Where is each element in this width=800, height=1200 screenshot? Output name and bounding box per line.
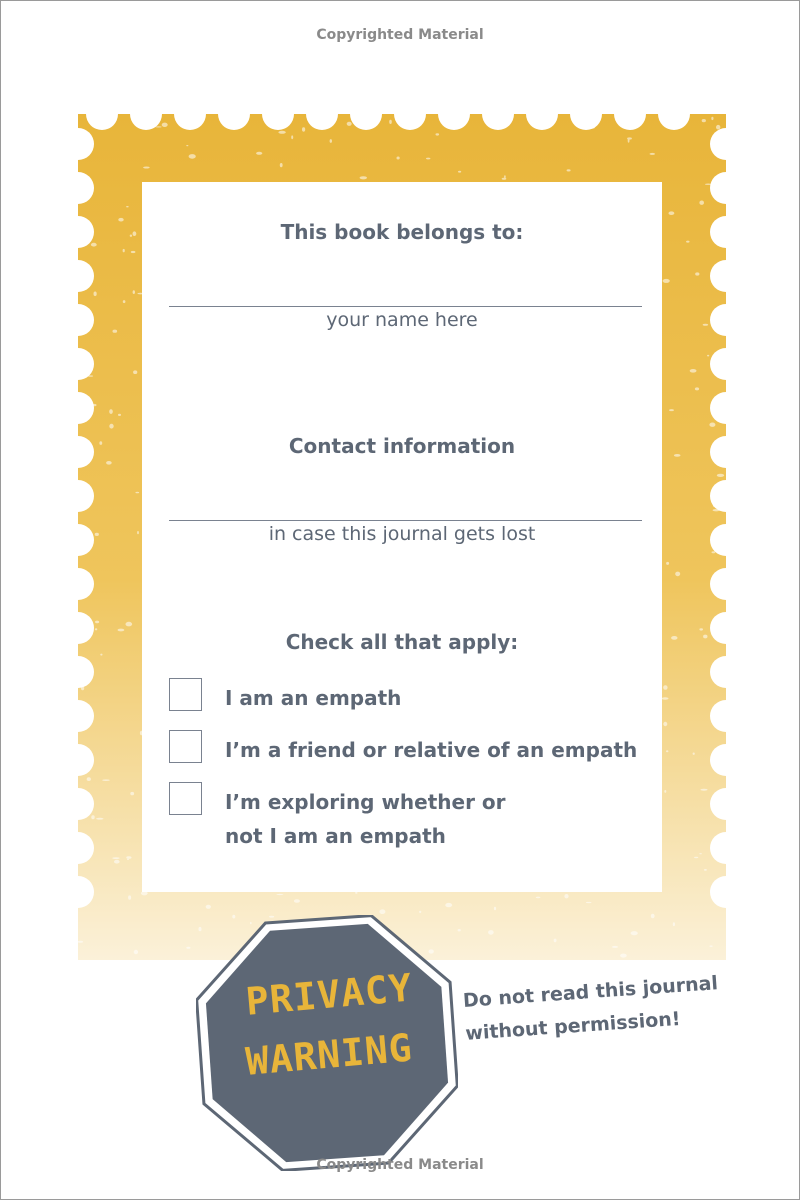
check-heading: Check all that apply: [285,630,519,654]
contact-heading: Contact information [288,434,516,458]
exploring-label-line2: not I am an empath [225,824,446,848]
name-line[interactable] [169,306,642,307]
copyright-bottom: Copyrighted Material [316,1157,484,1173]
friend-label: I’m a friend or relative of an empath [225,738,638,762]
exploring-label-line1: I’m exploring whether or [225,790,506,814]
exploring-label [225,785,645,853]
note-line1: Do not read this journal [462,972,719,1012]
name-caption: your name here [326,309,478,331]
note-line2: without permission! [464,1007,682,1045]
contact-line[interactable] [169,520,642,521]
empath-checkbox[interactable] [169,678,202,711]
empath-label: I am an empath [225,686,402,710]
copyright-top: Copyrighted Material [316,27,484,43]
owner-card [142,182,662,892]
privacy-text: PRIVACY [244,965,415,1024]
exploring-checkbox[interactable] [169,782,202,815]
warning-text: WARNING [244,1025,415,1084]
friend-checkbox[interactable] [169,730,202,763]
contact-caption: in case this journal gets lost [268,523,536,545]
belongs-heading: This book belongs to: [280,220,524,244]
